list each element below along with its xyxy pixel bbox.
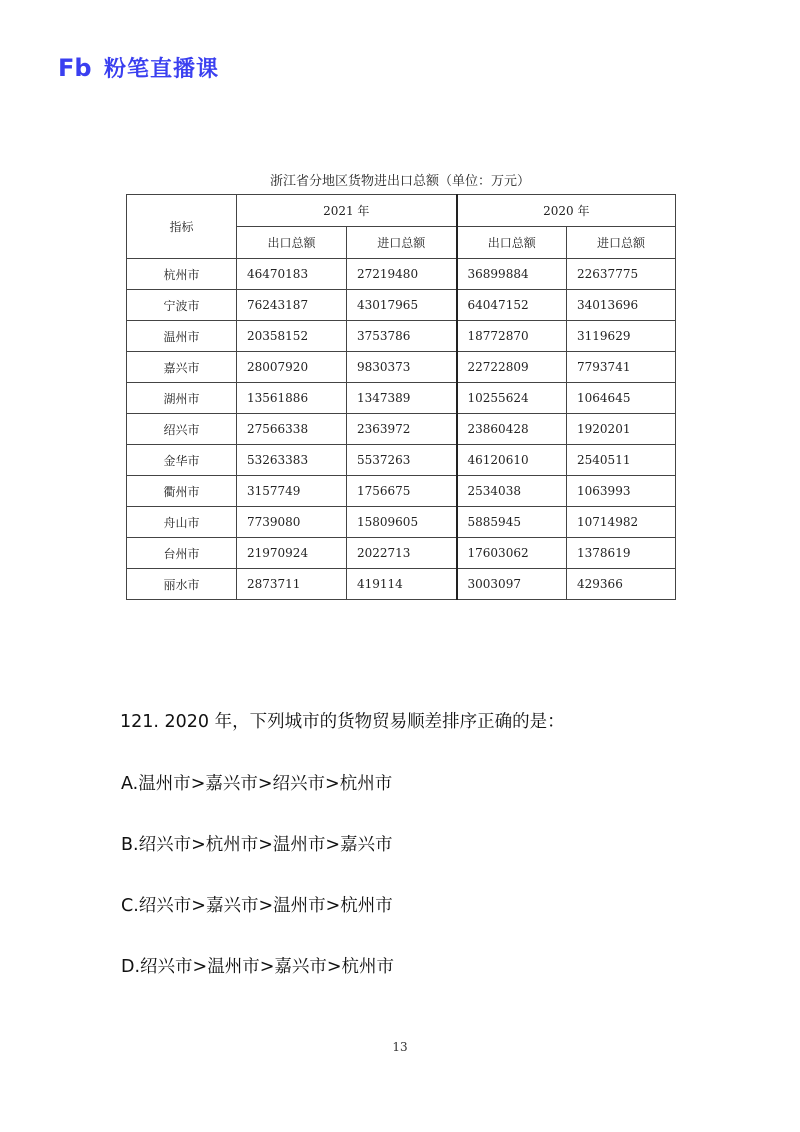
city-name: 温州市 (127, 321, 237, 352)
trade-table (126, 194, 676, 600)
import-2020: 10714982 (567, 507, 676, 538)
import-2021: 3753786 (347, 321, 457, 352)
table-row (127, 383, 676, 414)
export-2020: 2534038 (457, 476, 567, 507)
subheader-export-2021: 出口总额 (237, 227, 347, 259)
export-2020: 23860428 (457, 414, 567, 445)
table-row (127, 445, 676, 476)
option-c[interactable]: C.绍兴市>嘉兴市>温州市>杭州市 (121, 896, 393, 916)
option-a[interactable]: A.温州市>嘉兴市>绍兴市>杭州市 (121, 774, 393, 794)
export-2021: 13561886 (237, 383, 347, 414)
city-name: 湖州市 (127, 383, 237, 414)
table-row (127, 290, 676, 321)
city-name: 衢州市 (127, 476, 237, 507)
export-2021: 7739080 (237, 507, 347, 538)
import-2020: 22637775 (567, 259, 676, 290)
export-2021: 21970924 (237, 538, 347, 569)
city-name: 舟山市 (127, 507, 237, 538)
import-2020: 1920201 (567, 414, 676, 445)
import-2021: 9830373 (347, 352, 457, 383)
table-row (127, 414, 676, 445)
export-2020: 17603062 (457, 538, 567, 569)
import-2021: 43017965 (347, 290, 457, 321)
table-row (127, 352, 676, 383)
city-name: 嘉兴市 (127, 352, 237, 383)
city-name: 绍兴市 (127, 414, 237, 445)
import-2020: 7793741 (567, 352, 676, 383)
export-2020: 10255624 (457, 383, 567, 414)
export-2020: 64047152 (457, 290, 567, 321)
brand-logo (58, 52, 219, 83)
import-2021: 1347389 (347, 383, 457, 414)
import-2020: 1063993 (567, 476, 676, 507)
table-row (127, 538, 676, 569)
export-2021: 3157749 (237, 476, 347, 507)
table-row (127, 569, 676, 600)
subheader-export-2020: 出口总额 (457, 227, 567, 259)
export-2021: 76243187 (237, 290, 347, 321)
table-row (127, 321, 676, 352)
subheader-import-2020: 进口总额 (567, 227, 676, 259)
import-2021: 2022713 (347, 538, 457, 569)
import-2020: 429366 (567, 569, 676, 600)
export-2020: 36899884 (457, 259, 567, 290)
city-name: 金华市 (127, 445, 237, 476)
city-name: 丽水市 (127, 569, 237, 600)
question-text: 121. 2020 年，下列城市的货物贸易顺差排序正确的是： (120, 712, 565, 732)
export-2021: 46470183 (237, 259, 347, 290)
indicator-header: 指标 (127, 195, 237, 259)
export-2021: 27566338 (237, 414, 347, 445)
city-name: 宁波市 (127, 290, 237, 321)
year-header-2021: 2021 年 (237, 195, 457, 227)
export-2021: 2873711 (237, 569, 347, 600)
import-2020: 1064645 (567, 383, 676, 414)
export-2020: 22722809 (457, 352, 567, 383)
export-2021: 20358152 (237, 321, 347, 352)
logo-mark-text: Fb (58, 54, 92, 81)
export-2021: 28007920 (237, 352, 347, 383)
export-2020: 46120610 (457, 445, 567, 476)
brand-name: 粉笔直播课 (104, 57, 220, 82)
import-2020: 34013696 (567, 290, 676, 321)
import-2021: 15809605 (347, 507, 457, 538)
table-title: 浙江省分地区货物进出口总额（单位：万元） (269, 174, 530, 189)
subheader-import-2021: 进口总额 (347, 227, 457, 259)
table-row (127, 507, 676, 538)
city-name: 杭州市 (127, 259, 237, 290)
page-number: 13 (392, 1040, 408, 1054)
import-2021: 2363972 (347, 414, 457, 445)
export-2020: 3003097 (457, 569, 567, 600)
export-2020: 5885945 (457, 507, 567, 538)
table-row (127, 259, 676, 290)
export-2021: 53263383 (237, 445, 347, 476)
import-2020: 2540511 (567, 445, 676, 476)
import-2021: 419114 (347, 569, 457, 600)
import-2021: 1756675 (347, 476, 457, 507)
fenbi-logo-icon (58, 55, 98, 81)
option-d[interactable]: D.绍兴市>温州市>嘉兴市>杭州市 (121, 957, 395, 977)
import-2020: 3119629 (567, 321, 676, 352)
import-2021: 5537263 (347, 445, 457, 476)
import-2020: 1378619 (567, 538, 676, 569)
export-2020: 18772870 (457, 321, 567, 352)
option-b[interactable]: B.绍兴市>杭州市>温州市>嘉兴市 (121, 835, 393, 855)
import-2021: 27219480 (347, 259, 457, 290)
table-row (127, 476, 676, 507)
year-header-2020: 2020 年 (457, 195, 676, 227)
city-name: 台州市 (127, 538, 237, 569)
